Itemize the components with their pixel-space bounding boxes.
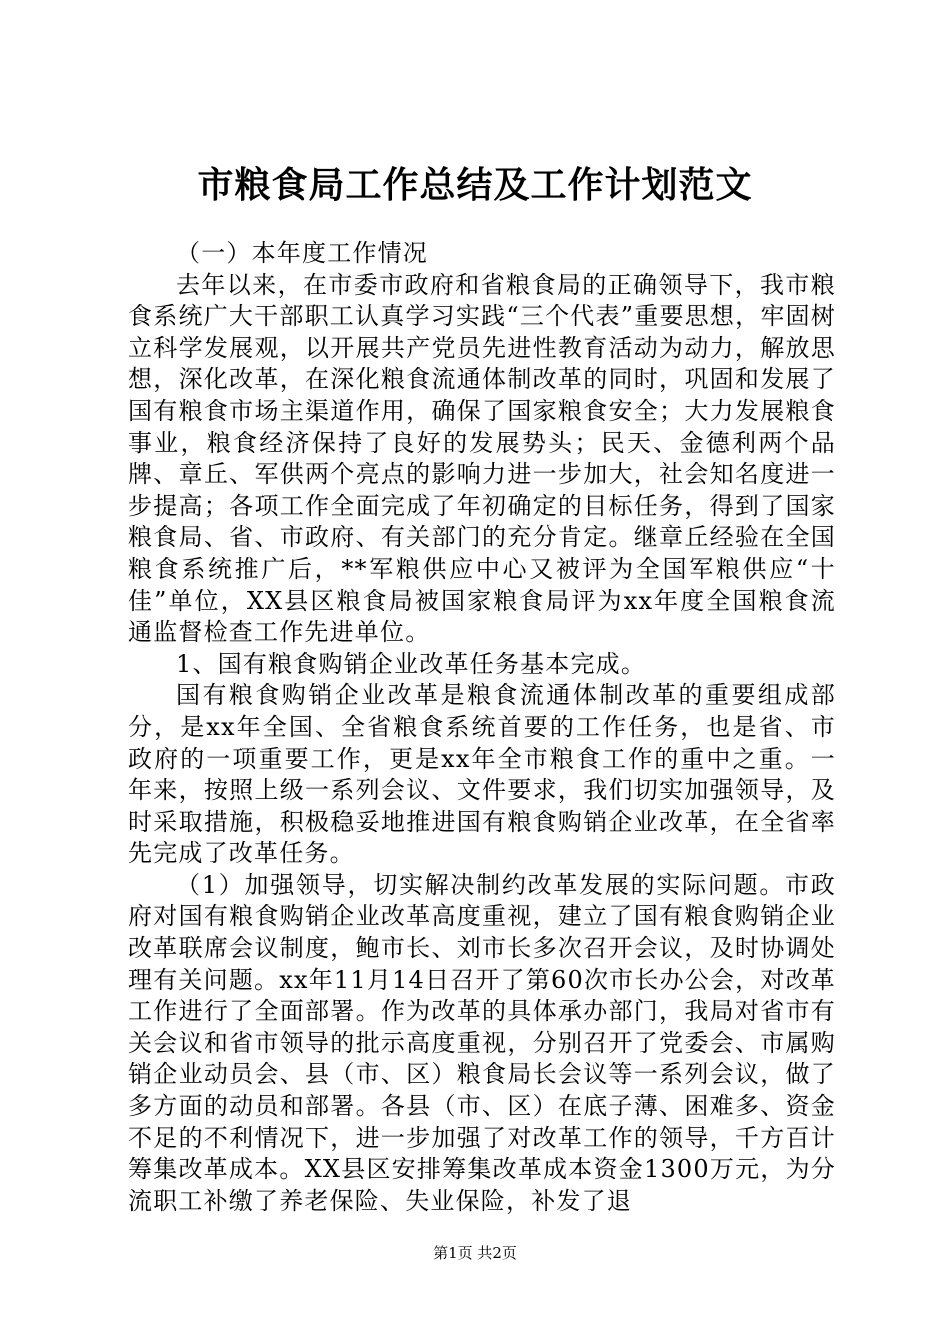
document-body	[128, 238, 836, 1217]
section-heading: （一）本年度工作情况	[176, 239, 428, 267]
page-footer: 第1页 共2页	[433, 1244, 517, 1262]
paragraph: （1）加强领导，切实解决制约改革发展的实际问题。市政府对国有粮食购销企业改革高度重视，建立了国有粮食购销企业改革联席会议制度，鲍市长、刘市长多次召开会议，及时协调处理有关问题。xx年11月14日召开了第60次市长办公会，对改革工作进行了全面部署。作为改革的具体承办部门，我局对省市有关会议和省市领导的批示高度重视，分别召开了党委会、市属购销企业动员会、县（市、区）粮食局长会议等一系列会议，做了多方面的动员和部署。各县（市、区）在底子薄、困难多、资金不足的不利情况下，进一步加强了对改革工作的领导，千方百计筹集改革成本。XX县区安排筹集改革成本资金1300万元，为分流职工补缴了养老保险、失业保险，补发了退	[128, 870, 836, 1215]
document-title: 市粮食局工作总结及工作计划范文	[197, 164, 753, 206]
paragraph: 国有粮食购销企业改革是粮食流通体制改革的重要组成部分，是xx年全国、全省粮食系统首要的工作任务，也是省、市政府的一项重要工作，更是xx年全市粮食工作的重中之重。一年来，按照上级一系列会议、文件要求，我们切实加强领导，及时采取措施，积极稳妥地推进国有粮食购销企业改革，在全省率先完成了改革任务。	[128, 681, 836, 868]
subsection-heading: 1、国有粮食购销企业改革任务基本完成。	[176, 649, 647, 678]
paragraph: 去年以来，在市委市政府和省粮食局的正确领导下，我市粮食系统广大干部职工认真学习实践“三个代表”重要思想，牢固树立科学发展观，以开展共产党员先进性教育活动为动力，解放思想，深化改革，在深化粮食流通体制改革的同时，巩固和发展了国有粮食市场主渠道作用，确保了国家粮食安全；大力发展粮食事业，粮食经济保持了良好的发展势头；民天、金德利两个品牌、章丘、军供两个亮点的影响力进一步加大，社会知名度进一步提高；各项工作全面完成了年初确定的目标任务，得到了国家粮食局、省、市政府、有关部门的充分肯定。继章丘经验在全国粮食系统推广后，**军粮供应中心又被评为全国军粮供应“十佳”单位，XX县区粮食局被国家粮食局评为xx年度全国粮食流通监督检查工作先进单位。	[128, 270, 836, 647]
